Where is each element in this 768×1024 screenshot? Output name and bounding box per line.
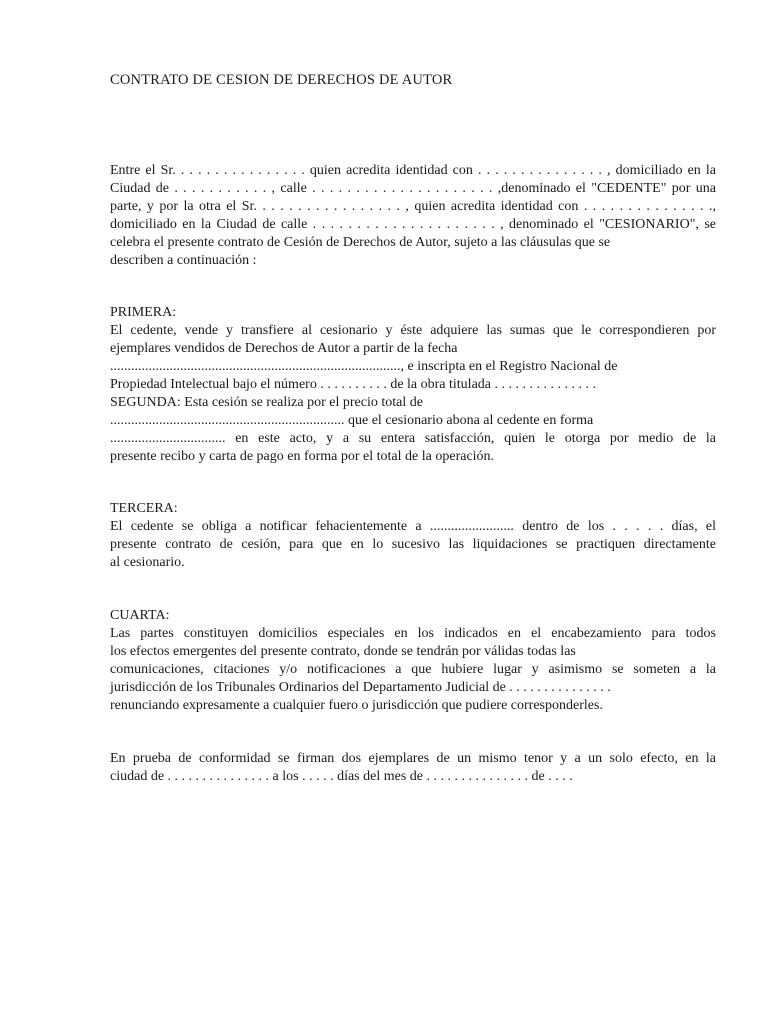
document-title: CONTRATO DE CESION DE DERECHOS DE AUTOR — [110, 72, 453, 88]
clause-line: presente contrato de cesión, para que en lo sucesivo las liquidaciones se practiquen directamente — [110, 537, 716, 552]
intro-line: describen a continuación : — [110, 253, 257, 268]
intro-paragraph — [110, 162, 716, 270]
clause-line: al cesionario. — [110, 555, 185, 570]
clause-line: Propiedad Intelectual bajo el número . . . . . . . . . . de la obra titulada . . . . . . . . . . . . . . . — [110, 377, 596, 392]
clause-line: comunicaciones, citaciones y/o notificaciones a que hubiere lugar y asimismo se someten a la — [110, 662, 716, 677]
clause-heading: PRIMERA: — [110, 305, 177, 320]
intro-line: Ciudad de . . . . . . . . . . . , calle . . . . . . . . . . . . . . . . . . . . . ,denominado el "CEDENTE" por una — [110, 181, 716, 196]
clause-tercera — [110, 500, 716, 572]
clause-line: ..................................................................................., e inscripta en el Registro Nacional de — [110, 359, 618, 374]
closing-line: En prueba de conformidad se firman dos ejemplares de un mismo tenor y a un solo efecto, en la — [110, 751, 716, 766]
clause-line: renunciando expresamente a cualquier fuero o jurisdicción que pudiere corresponderles. — [110, 698, 603, 713]
clause-line: El cedente, vende y transfiere al cesionario y éste adquiere las sumas que le correspondieren por — [110, 323, 716, 338]
intro-line: celebra el presente contrato de Cesión de Derechos de Autor, sujeto a las cláusulas que se — [110, 235, 611, 250]
clause-segunda-line: SEGUNDA: Esta cesión se realiza por el precio total de — [110, 395, 423, 410]
intro-line: Entre el Sr. . . . . . . . . . . . . . . . quien acredita identidad con . . . . . . . . . . . . . . . , domiciliado en la — [110, 163, 716, 178]
clause-heading: CUARTA: — [110, 608, 170, 623]
clause-line: ................................. en este acto, y a su entera satisfacción, quien le otorga por medio de la — [110, 431, 716, 446]
clause-line: los efectos emergentes del presente contrato, donde se tendrán por válidas todas las — [110, 644, 576, 659]
intro-line: parte, y por la otra el Sr. . . . . . . . . . . . . . . . . , quien acredita identidad con . . . . . . . . . . . . . . ., — [110, 199, 716, 214]
clause-line: El cedente se obliga a notificar fehacientemente a ........................ dentro de los . . . . . días, el — [110, 519, 716, 534]
closing-paragraph — [110, 750, 716, 786]
clause-line: ejemplares vendidos de Derechos de Autor a partir de la fecha — [110, 341, 458, 356]
closing-line: ciudad de . . . . . . . . . . . . . . . a los . . . . . días del mes de . . . . . . . . . . . . . . . de . . . . — [110, 769, 573, 784]
clause-heading: TERCERA: — [110, 501, 178, 516]
clause-line: jurisdicción de los Tribunales Ordinarios del Departamento Judicial de . . . . . . . . . . . . . . . — [110, 680, 611, 695]
clause-line: ................................................................... que el cesionario abona al cedente en forma — [110, 413, 594, 428]
clause-primera — [110, 304, 716, 466]
clause-line: presente recibo y carta de pago en forma por el total de la operación. — [110, 449, 495, 464]
clause-line: Las partes constituyen domicilios especiales en los indicados en el encabezamiento para todos — [110, 626, 716, 641]
intro-line: domiciliado en la Ciudad de calle . . . . . . . . . . . . . . . . . . . . . , denominado el "CESIONARIO", se — [110, 217, 716, 232]
clause-cuarta — [110, 607, 716, 715]
